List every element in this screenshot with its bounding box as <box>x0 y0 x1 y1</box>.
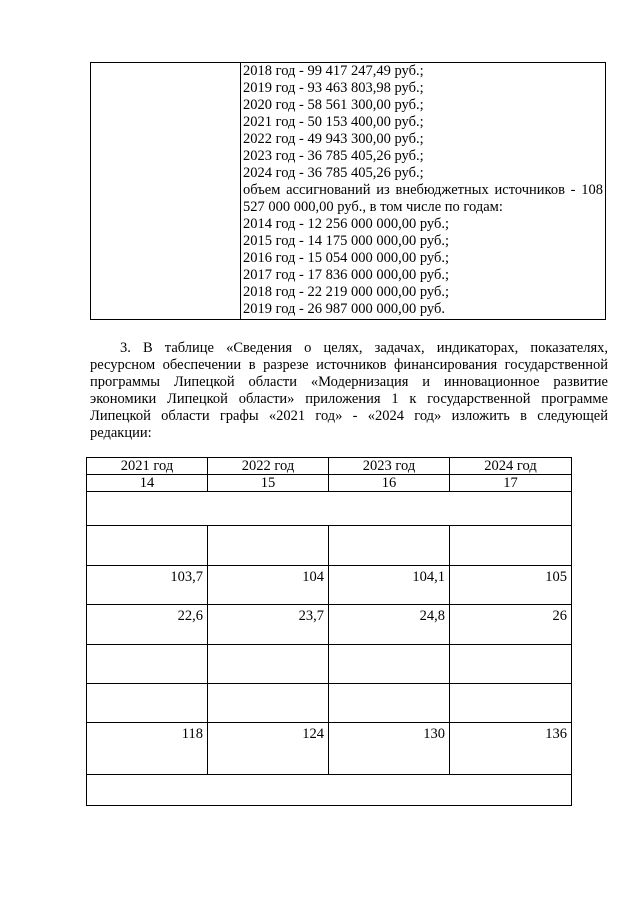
empty-cell <box>208 684 329 723</box>
table-row <box>87 492 572 526</box>
column-number-cell: 15 <box>208 475 329 492</box>
value-cell: 118 <box>87 723 208 775</box>
years-header-row <box>87 458 572 475</box>
funding-line: 2022 год - 49 943 300,00 руб.; <box>243 131 424 147</box>
years-table <box>86 457 572 806</box>
funding-line: 2018 год - 99 417 247,49 руб.; <box>243 63 424 79</box>
amendment-paragraph <box>90 340 608 442</box>
value-cell: 130 <box>329 723 450 775</box>
empty-cell <box>87 684 208 723</box>
column-number-cell: 14 <box>87 475 208 492</box>
empty-cell <box>450 684 572 723</box>
funding-line: 2019 год - 26 987 000 000,00 руб. <box>243 301 445 317</box>
table-row <box>87 723 572 775</box>
value-cell: 136 <box>450 723 572 775</box>
table-row <box>87 684 572 723</box>
empty-cell <box>329 684 450 723</box>
funding-line: объем ассигнований из внебюджетных источников - 108 <box>243 182 603 198</box>
funding-table-left-cell <box>91 63 241 319</box>
paragraph-line: ресурсном обеспечении в разрезе источников финансирования государственной <box>90 357 608 373</box>
column-number-row <box>87 475 572 492</box>
funding-line: 2024 год - 36 785 405,26 руб.; <box>243 165 424 181</box>
empty-cell <box>450 526 572 566</box>
merged-empty-cell <box>87 492 572 526</box>
paragraph-line: экономики Липецкой области» приложения 1 к государственной программе <box>90 391 608 407</box>
table-row <box>87 526 572 566</box>
value-cell: 26 <box>450 605 572 645</box>
value-cell: 104 <box>208 566 329 605</box>
header-cell: 2021 год <box>87 458 208 475</box>
empty-cell <box>87 645 208 684</box>
funding-line: 2017 год - 17 836 000 000,00 руб.; <box>243 267 450 283</box>
value-cell: 105 <box>450 566 572 605</box>
funding-line: 2019 год - 93 463 803,98 руб.; <box>243 80 424 96</box>
funding-line: 2018 год - 22 219 000 000,00 руб.; <box>243 284 450 300</box>
value-cell: 22,6 <box>87 605 208 645</box>
funding-line: 2020 год - 58 561 300,00 руб.; <box>243 97 424 113</box>
paragraph-line: редакции: <box>90 425 152 441</box>
funding-line: 2023 год - 36 785 405,26 руб.; <box>243 148 424 164</box>
column-number-cell: 16 <box>329 475 450 492</box>
funding-line: 2016 год - 15 054 000 000,00 руб.; <box>243 250 450 266</box>
value-cell: 103,7 <box>87 566 208 605</box>
empty-cell <box>87 526 208 566</box>
funding-line: 2014 год - 12 256 000 000,00 руб.; <box>243 216 450 232</box>
table-row <box>87 605 572 645</box>
header-cell: 2024 год <box>450 458 572 475</box>
value-cell: 104,1 <box>329 566 450 605</box>
paragraph-line: Липецкой области графы «2021 год» - «2024 год» изложить в следующей <box>90 408 608 424</box>
value-cell: 124 <box>208 723 329 775</box>
empty-cell <box>329 645 450 684</box>
table-row <box>87 775 572 806</box>
funding-line: 527 000 000,00 руб., в том числе по годам: <box>243 199 503 215</box>
header-cell: 2022 год <box>208 458 329 475</box>
funding-table-right-cell <box>243 63 605 318</box>
empty-cell <box>329 526 450 566</box>
empty-cell <box>208 645 329 684</box>
table-row <box>87 645 572 684</box>
funding-line: 2021 год - 50 153 400,00 руб.; <box>243 114 424 130</box>
header-cell: 2023 год <box>329 458 450 475</box>
paragraph-line: 3. В таблице «Сведения о целях, задачах, индикаторах, показателях, <box>120 340 608 356</box>
value-cell: 23,7 <box>208 605 329 645</box>
empty-cell <box>450 645 572 684</box>
funding-table <box>90 62 606 320</box>
table-row <box>87 566 572 605</box>
value-cell: 24,8 <box>329 605 450 645</box>
column-number-cell: 17 <box>450 475 572 492</box>
funding-line: 2015 год - 14 175 000 000,00 руб.; <box>243 233 450 249</box>
merged-empty-cell <box>87 775 572 806</box>
empty-cell <box>208 526 329 566</box>
paragraph-line: программы Липецкой области «Модернизация и инновационное развитие <box>90 374 608 390</box>
